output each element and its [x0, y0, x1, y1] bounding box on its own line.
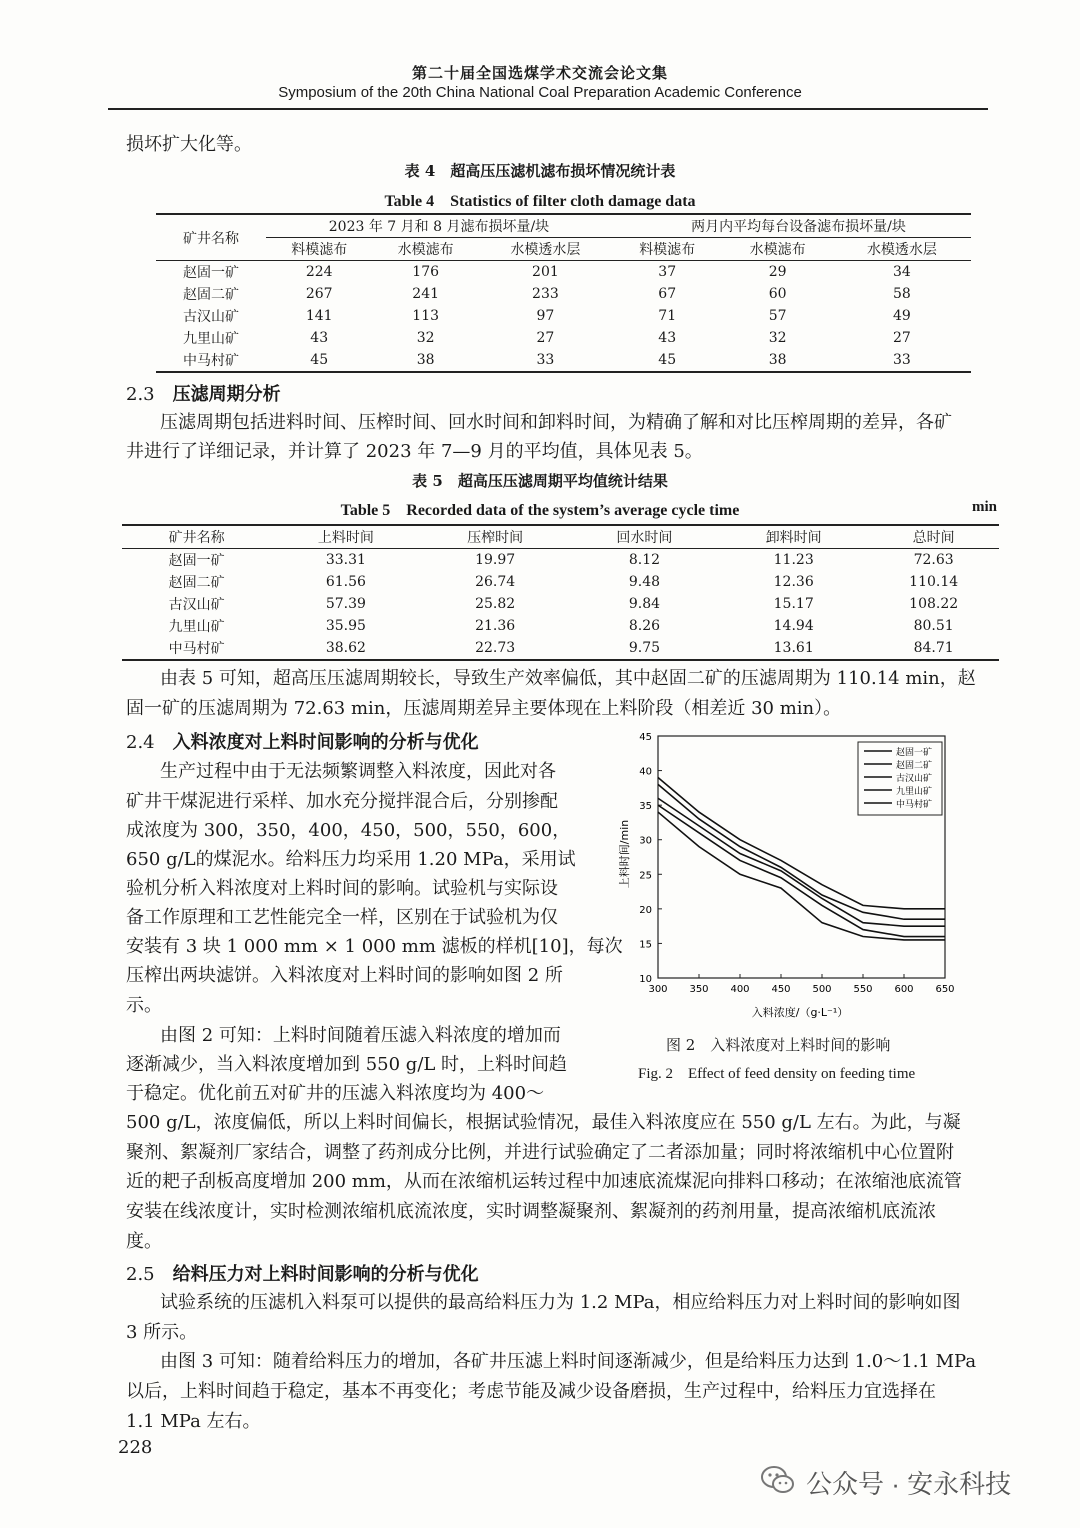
table4-cell: 113 — [412, 308, 440, 324]
paragraph-line: 安装在线浓度计，实时检测浓缩机底流浓度，实时调整凝聚剂、絮凝剂的药剂用量，提高浓缩机底流浓 — [126, 1201, 936, 1222]
paragraph-line: 500 g/L，浓度偏低，所以上料时间偏长，根据试验情况，最佳入料浓度应在 550 g/L 左右。为此，与凝 — [126, 1112, 961, 1133]
table5-header: 回水时间 — [616, 530, 673, 546]
table5-unit: min — [972, 499, 998, 515]
table5-cell: 33.31 — [325, 552, 366, 568]
table-row — [122, 615, 999, 637]
y-tick-label: 25 — [639, 870, 652, 882]
table4-cell: 71 — [658, 308, 677, 324]
paragraph-line: 度。 — [126, 1231, 162, 1252]
page-number: 228 — [118, 1437, 153, 1458]
table-row — [156, 305, 971, 327]
table5-cell: 8.26 — [628, 618, 661, 634]
table-row — [156, 261, 971, 284]
paragraph-line: 验机分析入料浓度对上料时间的影响。试验机与实际设 — [126, 878, 558, 899]
paragraph-line: 成浓度为 300，350，400，450，500，550，600， — [126, 820, 571, 841]
section-number: 2.5 — [126, 1264, 155, 1285]
paragraph-line: 3 所示。 — [126, 1322, 198, 1343]
table5-cell: 古汉山矿 — [168, 597, 225, 613]
paragraph-line: 于稳定。优化前五对矿井的压滤入料浓度均为 400～ — [126, 1083, 545, 1104]
legend-label: 赵固一矿 — [896, 748, 933, 758]
figure-2-caption-en: Fig. 2 Effect of feed density on feeding time — [638, 1066, 916, 1082]
section-2-3-heading — [126, 380, 281, 406]
y-tick-label: 35 — [639, 801, 652, 813]
table-row — [122, 637, 999, 660]
paragraph-line: 固一矿的压滤周期为 72.63 min，压滤周期差异主要体现在上料阶段（相差近 30 min）。 — [126, 698, 842, 719]
table5-cell: 35.95 — [325, 618, 366, 634]
table-row — [122, 571, 999, 593]
table4-sub-header: 水模透水层 — [866, 242, 937, 258]
header-title-cn: 第二十届全国选煤学术交流会论文集 — [411, 64, 668, 82]
paragraph-line: 650 g/L的煤泥水。给料压力均采用 1.20 MPa，采用试 — [126, 849, 576, 870]
table5-caption-cn: 表 5 超高压压滤周期平均值统计结果 — [412, 472, 668, 490]
x-tick-label: 650 — [935, 984, 955, 995]
table4-cell: 97 — [536, 308, 555, 324]
table4-cell: 赵固一矿 — [183, 265, 239, 281]
legend-label: 赵固二矿 — [896, 761, 933, 771]
table4 — [156, 213, 971, 373]
table4-cell: 267 — [305, 286, 333, 302]
table4-cell: 34 — [893, 264, 911, 280]
y-axis-label: 上料时间/min — [618, 819, 631, 889]
table-row — [156, 349, 971, 372]
table5-cell: 赵固一矿 — [168, 553, 225, 569]
x-axis-label: 入料浓度/（g·L⁻¹） — [751, 1006, 849, 1019]
table4-group1: 2023 年 7 月和 8 月滤布损坏量/块 — [266, 214, 612, 238]
section-2-5-heading — [126, 1260, 479, 1286]
table5-cell: 14.94 — [773, 618, 814, 634]
legend-label: 古汉山矿 — [896, 774, 933, 784]
section-title: 压滤周期分析 — [172, 384, 281, 405]
paragraph-line: 由图 3 可知：随着给料压力的增加，各矿井压滤上料时间逐渐减少，但是给料压力达到 1.0～1.1 MPa — [160, 1351, 977, 1372]
table5-cell: 12.36 — [773, 574, 814, 590]
paragraph-line: 生产过程中由于无法频繁调整入料浓度，因此对各 — [160, 761, 556, 782]
x-tick-label: 450 — [771, 984, 791, 995]
table4-cell: 49 — [893, 308, 911, 324]
paragraph-line: 由图 2 可知：上料时间随着压滤入料浓度的增加而 — [160, 1025, 561, 1046]
table4-cell: 233 — [532, 286, 559, 302]
series-line-5 — [658, 812, 945, 940]
table5-cell: 19.97 — [475, 552, 516, 568]
section-number: 2.3 — [126, 384, 155, 405]
table5-cell: 22.73 — [475, 640, 516, 656]
table4-cell: 29 — [768, 264, 787, 280]
table4-group2: 两月内平均每台设备滤布损坏量/块 — [612, 214, 971, 238]
table-row — [122, 549, 999, 572]
x-tick-label: 550 — [853, 984, 873, 995]
paragraph-line: 压榨出两块滤饼。入料浓度对上料时间的影响如图 2 所 — [126, 965, 563, 986]
table4-cell: 37 — [658, 264, 677, 280]
x-tick-label: 300 — [648, 984, 668, 995]
series-line-3 — [658, 798, 945, 926]
table5-header: 总时间 — [912, 530, 955, 546]
table5-cell: 赵固二矿 — [168, 575, 225, 591]
table4-cell: 33 — [893, 352, 911, 368]
table5-cell: 57.39 — [325, 596, 366, 612]
y-tick-label: 45 — [639, 732, 652, 743]
table5-cell: 9.48 — [628, 574, 661, 590]
y-tick-label: 20 — [639, 904, 652, 916]
x-tick-label: 600 — [894, 984, 914, 995]
paragraph-line: 1.1 MPa 左右。 — [126, 1411, 261, 1432]
table4-cell: 九里山矿 — [183, 331, 239, 347]
table4-sub-header: 水模滤布 — [749, 242, 806, 258]
table5-header: 上料时间 — [317, 530, 374, 546]
section-title: 入料浓度对上料时间影响的分析与优化 — [172, 732, 479, 753]
table5-header: 压榨时间 — [467, 530, 524, 546]
table5-cell: 38.62 — [325, 640, 366, 656]
y-tick-label: 30 — [639, 835, 652, 847]
table4-col-mine: 矿井名称 — [156, 214, 266, 261]
y-tick-label: 15 — [639, 939, 652, 951]
table4-cell: 43 — [658, 330, 677, 346]
table4-cell: 古汉山矿 — [183, 309, 239, 325]
paragraph-line: 逐渐减少，当入料浓度增加到 550 g/L 时，上料时间趋 — [126, 1054, 568, 1075]
table4-cell: 32 — [416, 330, 435, 346]
table5-cell: 80.51 — [913, 618, 954, 634]
table4-sub-header: 水模透水层 — [510, 242, 581, 258]
table5-cell: 15.17 — [773, 596, 814, 612]
table-row — [156, 283, 971, 305]
figure-2-chart — [600, 726, 1000, 1026]
table-row — [122, 593, 999, 615]
table4-caption-cn: 表 4 超高压压滤机滤布损坏情况统计表 — [404, 162, 676, 180]
table5-header: 矿井名称 — [168, 530, 225, 546]
paragraph-line: 安装有 3 块 1 000 mm × 1 000 mm 滤板的样机[10]，每次 — [126, 936, 623, 957]
paragraph-line: 聚剂、絮凝剂厂家结合，调整了药剂成分比例，并进行试验确定了二者添加量；同时将浓缩机中心位置附 — [126, 1142, 954, 1163]
x-tick-label: 500 — [812, 984, 832, 995]
table5-cell: 中马村矿 — [168, 641, 225, 657]
table5-cell: 8.12 — [628, 552, 661, 568]
paragraph-line: 矿井干煤泥进行采样、加水充分搅拌混合后，分别掺配 — [126, 791, 558, 812]
table4-sub-header: 料模滤布 — [639, 242, 696, 258]
paragraph-line: 压滤周期包括进料时间、压榨时间、回水时间和卸料时间，为精确了解和对比压榨周期的差异，各矿 — [160, 412, 952, 433]
table4-cell: 224 — [305, 264, 333, 280]
wechat-icon — [760, 1462, 796, 1498]
table5-header: 卸料时间 — [765, 530, 822, 546]
table5-cell: 61.56 — [325, 574, 366, 590]
table4-cell: 60 — [768, 286, 787, 302]
table-row — [156, 327, 971, 349]
x-tick-label: 400 — [730, 984, 750, 995]
table4-cell: 43 — [310, 330, 329, 346]
section-title: 给料压力对上料时间影响的分析与优化 — [172, 1264, 479, 1285]
table4-cell: 45 — [310, 352, 329, 368]
table4-cell: 176 — [412, 264, 440, 280]
section-number: 2.4 — [126, 732, 155, 753]
table5-cell: 108.22 — [909, 596, 959, 612]
paragraph-line: 近的耙子刮板高度增加 200 mm，从而在浓缩机运转过程中加速底流煤泥向排料口移动；在浓缩池底流管 — [126, 1171, 962, 1192]
legend-label: 中马村矿 — [896, 800, 933, 810]
table5-cell: 110.14 — [909, 574, 959, 590]
paragraph-line: 示。 — [126, 995, 162, 1016]
table5-cell: 72.63 — [913, 552, 954, 568]
figure-2-caption-cn: 图 2 入料浓度对上料时间的影响 — [666, 1036, 891, 1054]
table4-cell: 38 — [768, 352, 787, 368]
watermark-text: 公众号 · 安永科技 — [806, 1469, 1012, 1499]
table4-cell: 33 — [536, 352, 555, 368]
table4-cell: 201 — [532, 264, 559, 280]
table5-cell: 9.84 — [628, 596, 661, 612]
table5-cell: 9.75 — [628, 640, 661, 656]
table4-cell: 141 — [305, 308, 333, 324]
table4-caption-en: Table 4 Statistics of filter cloth damage data — [384, 193, 696, 210]
table4-cell: 32 — [768, 330, 787, 346]
table5-cell: 25.82 — [475, 596, 516, 612]
table4-cell: 57 — [768, 308, 787, 324]
table4-cell: 27 — [893, 330, 911, 346]
table4-cell: 241 — [412, 286, 440, 302]
legend-label: 九里山矿 — [896, 787, 933, 797]
table5 — [122, 524, 999, 661]
table4-cell: 38 — [416, 352, 435, 368]
table4-cell: 中马村矿 — [183, 353, 239, 369]
section-2-4-heading — [126, 728, 479, 754]
table5-cell: 11.23 — [773, 552, 814, 568]
header-rule — [108, 108, 988, 110]
paragraph-line: 以后，上料时间趋于稳定，基本不再变化；考虑节能及减少设备磨损，生产过程中，给料压力宜选择在 — [126, 1381, 936, 1402]
table5-cell: 九里山矿 — [168, 619, 225, 635]
table4-cell: 赵固二矿 — [183, 287, 239, 303]
table4-cell: 27 — [536, 330, 555, 346]
table5-cell: 26.74 — [475, 574, 516, 590]
table5-caption-en: Table 5 Recorded data of the system’s average cycle time — [340, 502, 740, 519]
table4-sub-header: 水模滤布 — [397, 242, 454, 258]
x-tick-label: 350 — [689, 984, 709, 995]
table4-cell: 67 — [658, 286, 677, 302]
table5-cell: 84.71 — [913, 640, 954, 656]
table4-cell: 45 — [658, 352, 677, 368]
y-tick-label: 40 — [639, 766, 652, 778]
paragraph-line: 试验系统的压滤机入料泵可以提供的最高给料压力为 1.2 MPa，相应给料压力对上料时间的影响如图 — [160, 1292, 961, 1313]
paragraph-line: 井进行了详细记录，并计算了 2023 年 7—9 月的平均值，具体见表 5。 — [126, 441, 703, 462]
y-tick-label: 10 — [639, 974, 652, 985]
paragraph-line: 备工作原理和工艺性能完全一样，区别在于试验机为仅 — [126, 907, 558, 928]
header-title-en: Symposium of the 20th China National Coal Preparation Academic Conference — [278, 84, 802, 101]
table5-cell: 21.36 — [475, 618, 516, 634]
table4-cell: 58 — [893, 286, 911, 302]
paragraph-line: 由表 5 可知，超高压压滤周期较长，导致生产效率偏低，其中赵固二矿的压滤周期为 110.14 min，赵 — [160, 668, 976, 689]
intro-line: 损坏扩大化等。 — [126, 134, 252, 155]
plot-area — [639, 732, 954, 995]
series-line-4 — [658, 805, 945, 936]
table5-cell: 13.61 — [773, 640, 814, 656]
table4-sub-header: 料模滤布 — [291, 242, 348, 258]
